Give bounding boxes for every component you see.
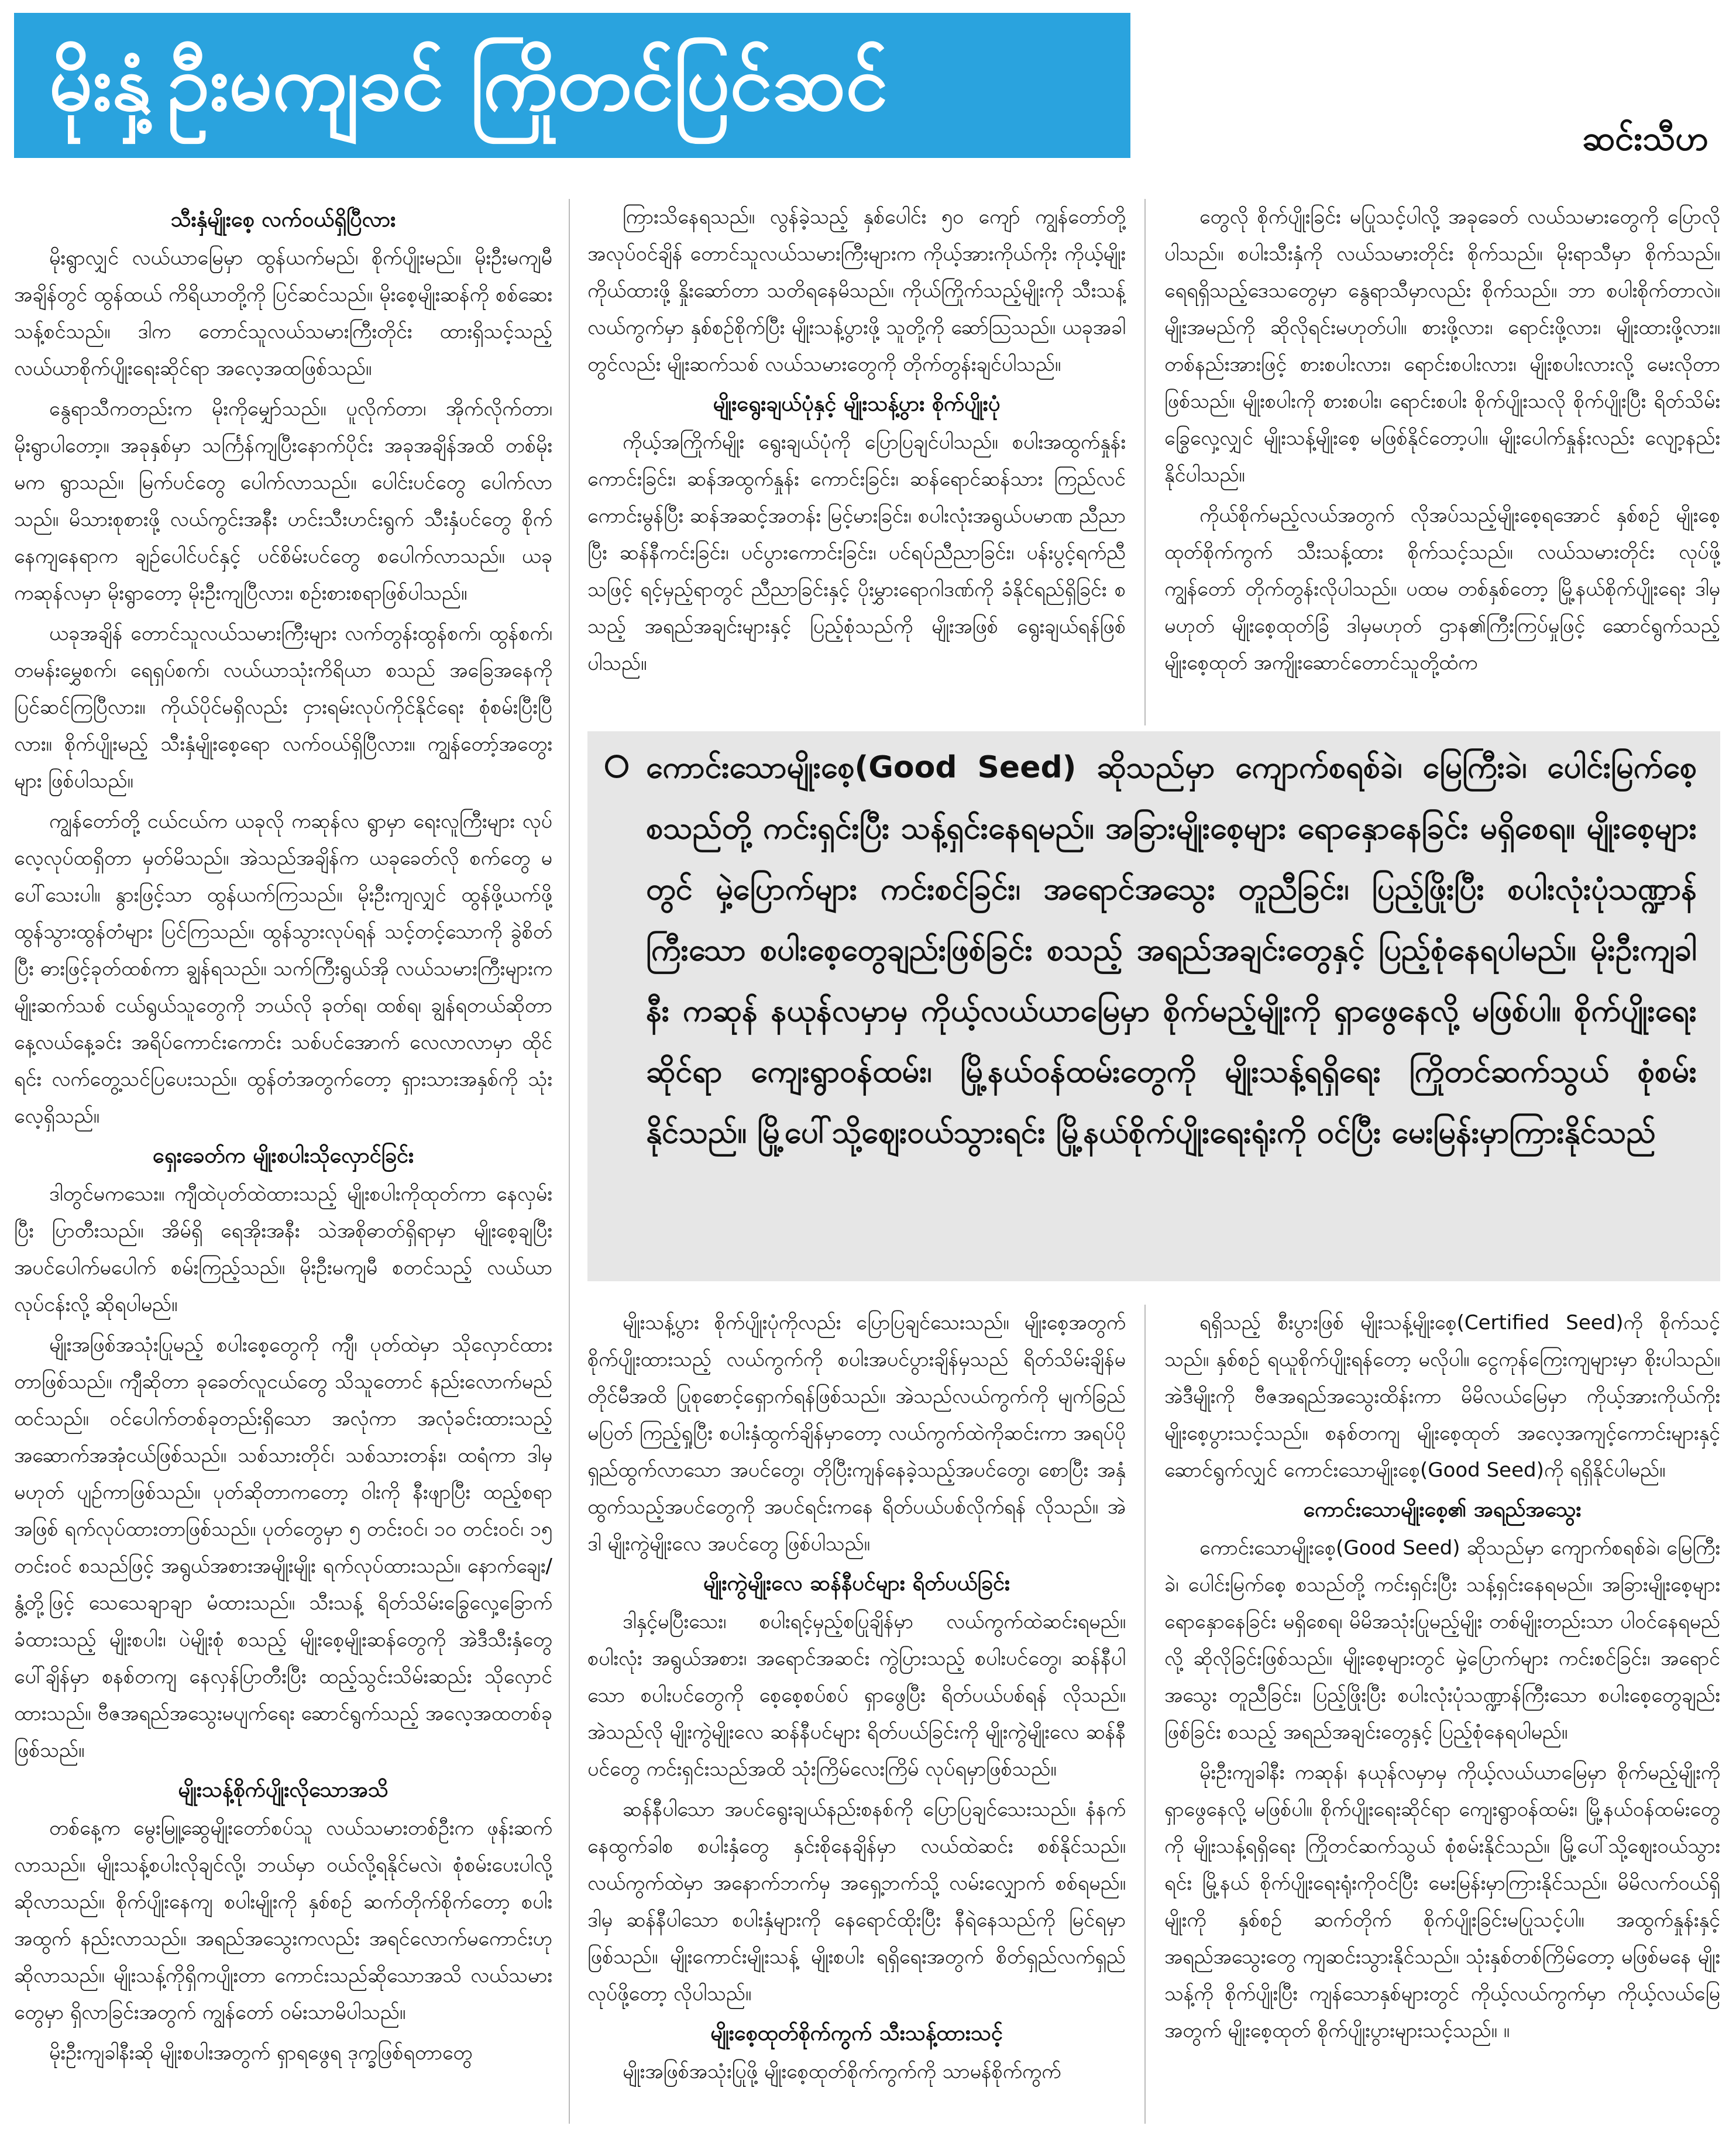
page-title: မိုးနှံ့ဦးမကျခင် ကြိုတင်ပြင်ဆင် [49, 39, 888, 128]
title-banner [14, 13, 1130, 158]
article-column-3-top [1164, 199, 1720, 725]
section-heading: ကောင်းသောမျိုးစေ့၏ အရည်အသွေး [1303, 1498, 1582, 1522]
paragraph: မိုးဦးကျခါနီးဆို မျိုးစပါးအတွက် ရှာရဖွေရ ဒုက္ခဖြစ်ရတာတွေ [49, 2041, 473, 2065]
section-heading: မျိုးစေ့ထုတ်စိုက်ကွက် သီးသန့်ထားသင့် [710, 2021, 1003, 2045]
paragraph: ယခုအချိန် တောင်သူလယ်သမားကြီးများ လက်တွန်းထွန်စက်၊ ထွန်စက်၊ တမန်းမွှေစက်၊ ရေရှပ်စက်၊ လယ်ယာသုံးကိရိယာ စသည် အခြေအနေကို ပြင်ဆင်ကြပြီလား။ ကိုယ်ပိုင်မရှိလည်း ငှားရမ်းလုပ်ကိုင်နိုင်ရေး စုံစမ်းပြီးပြီလား။ စိုက်ပျိုးမည့် သီးနှံမျိုးစေ့ရော လက်ဝယ်ရှိပြီလား။ ကျွန်တော့်အတွေးများ ဖြစ်ပါသည်။ [14, 622, 552, 793]
article-column-2-top [587, 199, 1126, 725]
column-divider [569, 199, 570, 2124]
paragraph: ကောင်းသောမျိုးစေ့(Good Seed) ဆိုသည်မှာ ကျောက်စရစ်ခဲ၊ မြေကြီးခဲ၊ ပေါင်းမြက်စေ့ စသည်တို့ ကင်းရှင်းပြီး သန့်ရှင်းနေရမည်။ အခြားမျိုးစေ့များ ရောနှောနေခြင်း မရှိစေရ၊ မိမိအသုံးပြုမည့်မျိုး တစ်မျိုးတည်းသာ ပါဝင်နေရမည်လို့ ဆိုလိုခြင်းဖြစ်သည်။ မျိုးစေ့များတွင် မှဲ့ပြောက်များ ကင်းစင်ခြင်း၊ အရောင်အသွေး တူညီခြင်း၊ ပြည့်ဖြိုးပြီး စပါးလုံးပုံသဏ္ဍာန်ကြီးသော စပါးစေ့တွေချည်းဖြစ်ခြင်း စသည့် အရည်အချင်းတွေနှင့် ပြည့်စုံနေရပါမည်။ [1164, 1536, 1720, 1744]
paragraph: နွေရာသီကတည်းက မိုးကိုမျှော်သည်။ ပူလိုက်တာ၊ အိုက်လိုက်တာ၊ မိုးရွာပါတော့။ အခုနှစ်မှာ သင်္ကြန်ကျပြီးနောက်ပိုင်း အခုအချိန်အထိ တစ်မိုးမက ရွာသည်။ မြက်ပင်တွေ ပေါက်လာသည်။ ပေါင်းပင်တွေ ပေါက်လာသည်။ မိသားစုစားဖို့ လယ်ကွင်းအနီး ဟင်းသီးဟင်းရွက် သီးနှံပင်တွေ စိုက်နေကျနေရာက ချဉ်ပေါင်ပင်နှင့် ပင်စိမ်းပင်တွေ စပေါက်လာသည်။ ယခု ကဆုန်လမှာ မိုးရွာတော့ မိုးဦးကျပြီလား၊ စဉ်းစားစရာဖြစ်ပါသည်။ [14, 397, 552, 605]
paragraph: ကိုယ်စိုက်မည့်လယ်အတွက် လိုအပ်သည့်မျိုးစေ့ရအောင် နှစ်စဉ် မျိုးစေ့ထုတ်စိုက်ကွက် သီးသန့်ထား စိုက်သင့်သည်။ လယ်သမားတိုင်း လုပ်ဖို့ ကျွန်တော် တိုက်တွန်းလိုပါသည်။ ပထမ တစ်နှစ်တော့ မြို့နယ်စိုက်ပျိုးရေး ဒါမှမဟုတ် မျိုးစေ့ထုတ်ခြံ ဒါမှမဟုတ် ဌာန၏ကြီးကြပ်မှုဖြင့် ဆောင်ရွက်သည့် မျိုးစေ့ထုတ် အကျိုးဆောင်တောင်သူတို့ထံက [1164, 504, 1720, 675]
paragraph: ဒါတွင်မကသေး။ ကျီထဲပုတ်ထဲထားသည့် မျိုးစပါးကိုထုတ်ကာ နေလှမ်းပြီး ပြာတီးသည်။ အိမ်ရှိ ရေအိုးအနီး သဲအစိုဓာတ်ရှိရာမှာ မျိုးစေ့ချပြီး အပင်ပေါက်မပေါက် စမ်းကြည့်သည်။ မိုးဦးမကျမီ စတင်သည့် လယ်ယာလုပ်ငန်းလို့ ဆိုရပါမည်။ [14, 1182, 552, 1316]
article-column-1 [14, 199, 552, 2124]
paragraph: ဆန်နီပါသော အပင်ရွေးချယ်နည်းစနစ်ကို ပြောပြချင်သေးသည်။ နံနက် နေထွက်ခါစ စပါးနှံတွေ နှင်းစိုနေချိန်မှာ လယ်ထဲဆင်း စစ်နိုင်သည်။ လယ်ကွက်ထဲမှာ အနောက်ဘက်မှ အရှေ့ဘက်သို့ လမ်းလျှောက် စစ်ရမည်။ ဒါမှ ဆန်နီပါသော စပါးနှံများကို နေရောင်ထိုးပြီး နီရဲနေသည်ကို မြင်ရမှာဖြစ်သည်။ မျိုးကောင်းမျိုးသန့် မျိုးစပါး ရရှိရေးအတွက် စိတ်ရှည်လက်ရှည်လုပ်ဖို့တော့ လိုပါသည်။ [587, 1798, 1126, 2006]
paragraph: မိုးရွာလျှင် လယ်ယာမြေမှာ ထွန်ယက်မည်၊ စိုက်ပျိုးမည်။ မိုးဦးမကျမီ အချိန်တွင် ထွန်ထယ် ကိရိယာတို့ကို ပြင်ဆင်သည်။ မိုးစေ့မျိုးဆန်ကို စစ်ဆေးသန့်စင်သည်။ ဒါက တောင်သူလယ်သမားကြီးတိုင်း ထားရှိသင့်သည့် လယ်ယာစိုက်ပျိုးရေးဆိုင်ရာ အလေ့အထဖြစ်သည်။ [14, 246, 552, 380]
paragraph: မျိုးအဖြစ်အသုံးပြုဖို့ မျိုးစေ့ထုတ်စိုက်ကွက်ကို သာမန်စိုက်ကွက် [623, 2060, 1061, 2083]
paragraph: ကြားသိနေရသည်။ လွန်ခဲ့သည့် နှစ်ပေါင်း ၅၀ ကျော် ကျွန်တော်တို့ အလုပ်ဝင်ချိန် တောင်သူလယ်သမားကြီးများက ကိုယ့်အားကိုယ်ကိုး ကိုယ့်မျိုးကိုယ်ထားဖို့ နှိုးဆော်တာ သတိရနေမိသည်။ ကိုယ်ကြိုက်သည့်မျိုးကို သီးသန့်လယ်ကွက်မှာ နှစ်စဉ်စိုက်ပြီး မျိုးသန့်ပွားဖို့ သူတို့ကို ဆော်သြသည်။ ယခုအခါတွင်လည်း မျိုးဆက်သစ် လယ်သမားတွေကို တိုက်တွန်းချင်ပါသည်။ [587, 205, 1126, 376]
paragraph: ကိုယ့်အကြိုက်မျိုး ရွေးချယ်ပုံကို ပြောပြချင်ပါသည်။ စပါးအထွက်နှုန်းကောင်းခြင်း၊ ဆန်အထွက်နှုန်း ကောင်းခြင်း၊ ဆန်ရောင်ဆန်သား ကြည်လင်ကောင်းမွန်ပြီး ဆန်အဆင့်အတန်း မြင့်မားခြင်း၊ စပါးလုံးအရွယ်ပမာဏ ညီညာပြီး ဆန်နီကင်းခြင်း၊ ပင်ပွားကောင်းခြင်း၊ ပင်ရပ်ညီညာခြင်း၊ ပန်းပွင့်ရက်ညီသဖြင့် ရင့်မှည့်ရာတွင် ညီညာခြင်းနှင့် ပိုးမွှားရောဂါဒဏ်ကို ခံနိုင်ရည်ရှိခြင်း စသည့် အရည်အချင်းများနှင့် ပြည့်စုံသည်ကို မျိုးအဖြစ် ရွေးချယ်ရန်ဖြစ်ပါသည်။ [587, 431, 1126, 675]
paragraph: တွေလို စိုက်ပျိုးခြင်း မပြုသင့်ပါလို့ အခုခေတ် လယ်သမားတွေကို ပြောလိုပါသည်။ စပါးသီးနှံကို လယ်သမားတိုင်း စိုက်သည်။ မိုးရာသီမှာ စိုက်သည်။ ရေရရှိသည့်ဒေသတွေမှာ နွေရာသီမှာလည်း စိုက်သည်။ ဘာ စပါးစိုက်တာလဲ။ မျိုးအမည်ကို ဆိုလိုရင်းမဟုတ်ပါ။ စားဖို့လား၊ ရောင်းဖို့လား၊ မျိုးထားဖို့လား။ တစ်နည်းအားဖြင့် စားစပါးလား၊ ရောင်းစပါးလား၊ မျိုးစပါးလားလို့ မေးလိုတာဖြစ်သည်။ မျိုးစပါးကို စားစပါး၊ ရောင်းစပါး စိုက်ပျိုးသလို စိုက်ပျိုးပြီး ရိတ်သိမ်းခြွေလှေ့လျှင် မျိုးသန့်မျိုးစေ့ မဖြစ်နိုင်တော့ပါ။ မျိုးပေါက်နှုန်းလည်း လျော့နည်းနိုင်ပါသည်။ [1164, 205, 1720, 487]
column-divider [1144, 199, 1146, 725]
paragraph: တစ်နေ့က မွေးမြူ့ဆွေမျိုးတော်စပ်သူ လယ်သမားတစ်ဦးက ဖုန်းဆက်လာသည်။ မျိုးသန့်စပါးလိုချင်လို့၊ ဘယ်မှာ ဝယ်လို့ရနိုင်မလဲ၊ စုံစမ်းပေးပါလို့ ဆိုလာသည်။ စိုက်ပျိုးနေကျ စပါးမျိုးကို နှစ်စဉ် ဆက်တိုက်စိုက်တော့ စပါးအထွက် နည်းလာသည်။ အရည်အသွေးကလည်း အရင်လောက်မကောင်းဟု ဆိုလာသည်။ မျိုးသန့်ကိုရှိကပျိုးတာ ကောင်းသည်ဆိုသောအသိ လယ်သမားတွေမှာ ရှိလာခြင်းအတွက် ကျွန်တော် ဝမ်းသာမိပါသည်။ [14, 1817, 552, 2024]
pull-quote-text: ကောင်းသောမျိုးစေ့(Good Seed) ဆိုသည်မှာ ကျောက်စရစ်ခဲ၊ မြေကြီးခဲ၊ ပေါင်းမြက်စေ့ စသည်တို့ ကင်းရှင်းပြီး သန့်ရှင်းနေရမည်။ အခြားမျိုးစေ့များ ရောနှောနေခြင်း မရှိစေရ။ မျိုးစေ့များတွင် မှဲ့ပြောက်များ ကင်းစင်ခြင်း၊ အရောင်အသွေး တူညီခြင်း၊ ပြည့်ဖြိုးပြီး စပါးလုံးပုံသဏ္ဍာန်ကြီးသော စပါးစေ့တွေချည်းဖြစ်ခြင်း စသည့် အရည်အချင်းတွေနှင့် ပြည့်စုံနေရပါမည်။ မိုးဦးကျခါနီး ကဆုန် နယုန်လမှာမှ ကိုယ့်လယ်ယာမြေမှာ စိုက်မည့်မျိုးကို ရှာဖွေနေလို့ မဖြစ်ပါ။ စိုက်ပျိုးရေးဆိုင်ရာ ကျေးရွာဝန်ထမ်း၊ မြို့နယ်ဝန်ထမ်းတွေကို မျိုးသန့်ရရှိရေး ကြိုတင်ဆက်သွယ် စုံစမ်းနိုင်သည်။ မြို့ပေါ်သို့ဈေးဝယ်သွားရင်း မြို့နယ်စိုက်ပျိုးရေးရုံးကို ဝင်ပြီး မေးမြန်းမှာကြားနိုင်သည် [646, 750, 1697, 1150]
paragraph: မျိုးသန့်ပွား စိုက်ပျိုးပုံကိုလည်း ပြောပြချင်သေးသည်။ မျိုးစေ့အတွက် စိုက်ပျိုးထားသည့် လယ်ကွက်ကို စပါးအပင်ပွားချိန်မှသည် ရိတ်သိမ်းချိန်မတိုင်မီအထိ ပြုစုစောင့်ရှောက်ရန်ဖြစ်သည်။ အဲသည်လယ်ကွက်ကို မျက်ခြည်မပြတ် ကြည့်ရှုပြီး စပါးနှံထွက်ချိန်မှာတော့ လယ်ကွက်ထဲကိုဆင်းကာ အရပ်ပိုရှည်ထွက်လာသော အပင်တွေ၊ တိုပြီးကျန်နေခဲ့သည့်အပင်တွေ၊ စောပြီး အနှံထွက်သည့်အပင်တွေကို အပင်ရင်းကနေ ရိတ်ပယ်ပစ်လိုက်ရန် လိုသည်။ အဲဒါ မျိုးကွဲမျိုးလေ အပင်တွေ ဖြစ်ပါသည်။ [587, 1311, 1126, 1556]
article-column-3-bottom [1164, 1305, 1720, 2124]
section-heading: မျိုးရွေးချယ်ပုံနှင့် မျိုးသန့်ပွား စိုက်ပျိုးပုံ [713, 392, 1001, 416]
paragraph: မိုးဦးကျခါနီး ကဆုန်၊ နယုန်လမှာမှ ကိုယ့်လယ်ယာမြေမှာ စိုက်မည့်မျိုးကို ရှာဖွေနေလို့ မဖြစ်ပါ။ စိုက်ပျိုးရေးဆိုင်ရာ ကျေးရွာဝန်ထမ်း၊ မြို့နယ်ဝန်ထမ်းတွေကို မျိုးသန့်ရရှိရေး ကြိုတင်ဆက်သွယ် စုံစမ်းနိုင်သည်။ မြို့ပေါ်သို့ဈေးဝယ်သွားရင်း မြို့နယ် စိုက်ပျိုးရေးရုံးကိုဝင်ပြီး မေးမြန်းမှာကြားနိုင်သည်။ မိမိလက်ဝယ်ရှိမျိုးကို နှစ်စဉ် ဆက်တိုက် စိုက်ပျိုးခြင်းမပြုသင့်ပါ။ အထွက်နှုန်းနှင့် အရည်အသွေးတွေ ကျဆင်းသွားနိုင်သည်။ သုံးနှစ်တစ်ကြိမ်တော့ မဖြစ်မနေ မျိုးသန့်ကို စိုက်ပျိုးပြီး ကျန်သောနှစ်များတွင် ကိုယ့်လယ်ကွက်မှာ ကိုယ့်လယ်မြေအတွက် မျိုးစေ့ထုတ် စိုက်ပျိုးပွားများသင့်သည်။ ။ [1164, 1761, 1720, 2042]
author-byline: ဆင်းသီဟ [1582, 118, 1709, 158]
paragraph: မျိုးအဖြစ်အသုံးပြုမည့် စပါးစေ့တွေကို ကျီ၊ ပုတ်ထဲမှာ သိုလှောင်ထားတာဖြစ်သည်။ ကျီဆိုတာ ခုခေတ်လူငယ်တွေ သိသူတောင် နည်းလောက်မည်ထင်သည်။ ဝင်ပေါက်တစ်ခုတည်းရှိသော အလုံကာ အလုံခင်းထားသည့် အဆောက်အအုံငယ်ဖြစ်သည်။ သစ်သားတိုင်၊ သစ်သားတန်း၊ ထရံကာ ဒါမှမဟုတ် ပျဉ်ကာဖြစ်သည်။ ပုတ်ဆိုတာကတော့ ဝါးကို နီးဖျာပြီး ထည့်စရာအဖြစ် ရက်လုပ်ထားတာဖြစ်သည်။ ပုတ်တွေမှာ ၅ တင်းဝင်၊ ၁၀ တင်းဝင်၊ ၁၅ တင်းဝင် စသည်ဖြင့် အရွယ်အစားအမျိုးမျိုး ရက်လုပ်ထားသည်။ နောက်ချေး/နွံ့တို့ဖြင့် သေသေချာချာ မံထားသည်။ သီးသန့် ရိတ်သိမ်းခြွေလှေ့ခြောက်ခံထားသည့် မျိုးစပါး၊ ပဲမျိုးစုံ စသည့် မျိုးစေ့မျိုးဆန်တွေကို အဲဒီသီးနှံတွေ ပေါ်ချိန်မှာ စနစ်တကျ နေလှန်ပြာတီးပြီး ထည့်သွင်းသိမ်းဆည်း သိုလှောင်ထားသည်။ ဗီဇအရည်အသွေးမပျက်ရေး ဆောင်ရွက်သည့် အလေ့အထတစ်ခု ဖြစ်သည်။ [14, 1333, 552, 1762]
column-divider [1144, 1305, 1146, 2124]
section-heading: ရှေးခေတ်က မျိုးစပါးသိုလှောင်ခြင်း [152, 1144, 414, 1168]
pull-quote-box [587, 731, 1720, 1281]
article-column-2-bottom [587, 1305, 1126, 2124]
section-heading: မျိုးသန့်စိုက်ပျိုးလိုသောအသိ [178, 1778, 389, 1802]
circle-bullet-icon [605, 755, 628, 778]
section-heading: မျိုးကွဲမျိုးလေ ဆန်နီပင်များ ရိတ်ပယ်ခြင်း [703, 1571, 1010, 1595]
paragraph: ရရှိသည့် စီးပွားဖြစ် မျိုးသန့်မျိုးစေ့(Certified Seed)ကို စိုက်သင့်သည်။ နှစ်စဉ် ရယူစိုက်ပျိုးရန်တော့ မလိုပါ။ ငွေကုန်ကြေးကျများမှာ စိုးပါသည်။ အဲဒီမျိုးကို ဗီဇအရည်အသွေးထိန်းကာ မိမိလယ်မြေမှာ ကိုယ့်အားကိုယ်ကိုး မျိုးစေ့ပွားသင့်သည်။ စနစ်တကျ မျိုးစေ့ထုတ် အလေ့အကျင့်ကောင်းများနှင့် ဆောင်ရွက်လျှင် ကောင်းသောမျိုးစေ့(Good Seed)ကို ရရှိနိုင်ပါမည်။ [1164, 1311, 1720, 1482]
paragraph: ကျွန်တော်တို့ ငယ်ငယ်က ယခုလို ကဆုန်လ ရွာမှာ ရေးလူကြီးများ လုပ်လေ့လုပ်ထရှိတာ မှတ်မိသည်။ အဲသည်အချိန်က ယခုခေတ်လို စက်တွေ မပေါ်သေးပါ။ နွားဖြင့်သာ ထွန်ယက်ကြသည်။ မိုးဦးကျလျှင် ထွန်ဖို့ယက်ဖို့ ထွန်သွားထွန်တံများ ပြင်ကြသည်။ ထွန်သွားလုပ်ရန် သင့်တင့်သောကို ခွဲစိတ်ပြီး ဓားဖြင့်ခုတ်ထစ်ကာ ချွန်ရသည်။ သက်ကြီးရွယ်အို လယ်သမားကြီးများက မျိုးဆက်သစ် ငယ်ရွယ်သူတွေကို ဘယ်လို ခုတ်ရ၊ ထစ်ရ၊ ချွန်ရတယ်ဆိုတာ နေ့လယ်နေ့ခင်း အရိပ်ကောင်းကောင်း သစ်ပင်အောက် လေလာလာမှာ ထိုင်ရင်း လက်တွေ့သင်ပြပေးသည်။ ထွန်တံအတွက်တော့ ရှားသားအနှစ်ကို သုံးလေ့ရှိသည်။ [14, 810, 552, 1128]
paragraph: ဒါနှင့်မပြီးသေး၊ စပါးရင့်မှည့်စပြုချိန်မှာ လယ်ကွက်ထဲဆင်းရမည်။ စပါးလုံး အရွယ်အစား၊ အရောင်အဆင်း ကွဲပြားသည့် စပါးပင်တွေ၊ ဆန်နီပါသော စပါးပင်တွေကို စေ့စေ့စပ်စပ် ရှာဖွေပြီး ရိတ်ပယ်ပစ်ရန် လိုသည်။ အဲသည်လို မျိုးကွဲမျိုးလေ ဆန်နီပင်များ ရိတ်ပယ်ခြင်းကို မျိုးကွဲမျိုးလေ ဆန်နီပင်တွေ ကင်းရှင်းသည်အထိ သုံးကြိမ်လေးကြိမ် လုပ်ရမှာဖြစ်သည်။ [587, 1610, 1126, 1781]
section-heading: သီးနှံမျိုးစေ့ လက်ဝယ်ရှိပြီလား [170, 208, 396, 232]
